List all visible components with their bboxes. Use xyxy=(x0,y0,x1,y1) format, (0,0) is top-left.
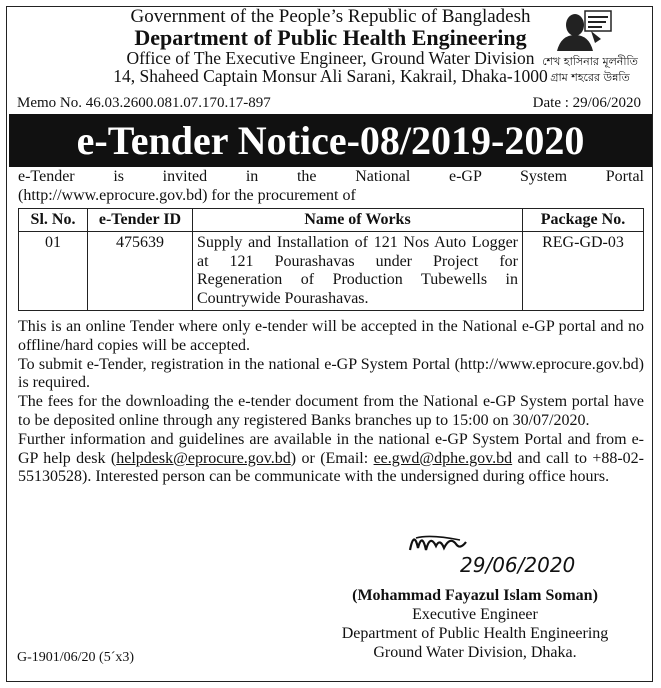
signatory-block xyxy=(300,586,650,662)
memo-number: Memo No. 46.03.2600.081.07.170.17-897 xyxy=(17,95,271,111)
cell-tender-id: 475639 xyxy=(88,232,193,311)
info-text-b: ) or (Email: xyxy=(290,449,374,467)
portrait-icon xyxy=(555,9,613,51)
notice-date: Date : 29/06/2020 xyxy=(532,95,641,111)
mujib-logo xyxy=(537,9,643,87)
g-number: G-1901/06/20 (5´x3) xyxy=(17,650,135,665)
paragraph-online-tender: This is an online Tender where only e-tender will be accepted in the National e-GP portal and no offline/hard copies will be accepted. xyxy=(18,318,644,354)
government-title: Government of the People’s Republic of Bangladesh xyxy=(130,6,531,27)
paragraph-registration: To submit e-Tender, registration in the national e-GP System Portal (http://www.eprocure.gov.bd) is required. xyxy=(18,355,644,392)
cell-package: REG-GD-03 xyxy=(523,232,644,311)
office-title: Office of The Executive Engineer, Ground Water Division xyxy=(126,48,535,68)
table-row xyxy=(19,232,644,311)
signatory-title: Executive Engineer xyxy=(412,606,538,623)
office-address: 14, Shaheed Captain Monsur Ali Sarani, Kakrail, Dhaka-1000 xyxy=(113,66,548,86)
signatory-department: Department of Public Health Engineering xyxy=(341,625,609,642)
cell-sl: 01 xyxy=(19,232,88,311)
tender-banner: e-Tender Notice-08/2019-2020 xyxy=(9,114,652,167)
department-title: Department of Public Health Engineering xyxy=(134,25,527,50)
office-email-link[interactable]: ee.gwd@dphe.gov.bd xyxy=(373,449,513,467)
signatory-name: (Mohammad Fayazul Islam Soman) xyxy=(352,587,598,604)
header-tender-id: e-Tender ID xyxy=(88,209,193,232)
paragraph-fees: The fees for the downloading the e-tender document from the National e-GP System portal have to be deposited online through any registered Banks branches up to 15:00 on 30/07/2020. xyxy=(18,393,644,429)
helpdesk-email-link[interactable]: helpdesk@eprocure.gov.bd xyxy=(116,449,291,467)
header-sl: Sl. No. xyxy=(19,209,88,232)
table-header-row xyxy=(19,209,644,232)
logo-text-1: শেখ হাসিনার মূলনীতি xyxy=(542,55,638,68)
header-name-of-works: Name of Works xyxy=(193,209,523,232)
signatory-division: Ground Water Division, Dhaka. xyxy=(373,644,577,661)
info-text-a: Further information and guidelines are available in the national e-GP System Portal and from e-GP help desk ( xyxy=(18,430,644,467)
intro-line-2: (http://www.eprocure.gov.bd) for the procurement of xyxy=(18,187,356,204)
logo-text-2: গ্রাম শহরের উন্নতি xyxy=(550,71,630,84)
info-text-c: and call to +88-02-55130528). Interested person can be communicate with the undersigned during office hours. xyxy=(18,449,645,486)
notice-body xyxy=(18,318,644,487)
header-package: Package No. xyxy=(523,209,644,232)
handwritten-signature xyxy=(400,520,600,580)
paragraph-information xyxy=(18,431,644,487)
works-table xyxy=(18,208,644,311)
intro-line-1: e-Tender is invited in the National e-GP System Portal xyxy=(18,168,644,185)
cell-name-of-works: Supply and Installation of 121 Nos Auto Logger at 121 Pourashavas under Project for Regeneration of Production Tubewells in Countrywide Pourashavas. xyxy=(193,232,523,311)
signature-date: 29/06/2020 xyxy=(460,553,576,577)
